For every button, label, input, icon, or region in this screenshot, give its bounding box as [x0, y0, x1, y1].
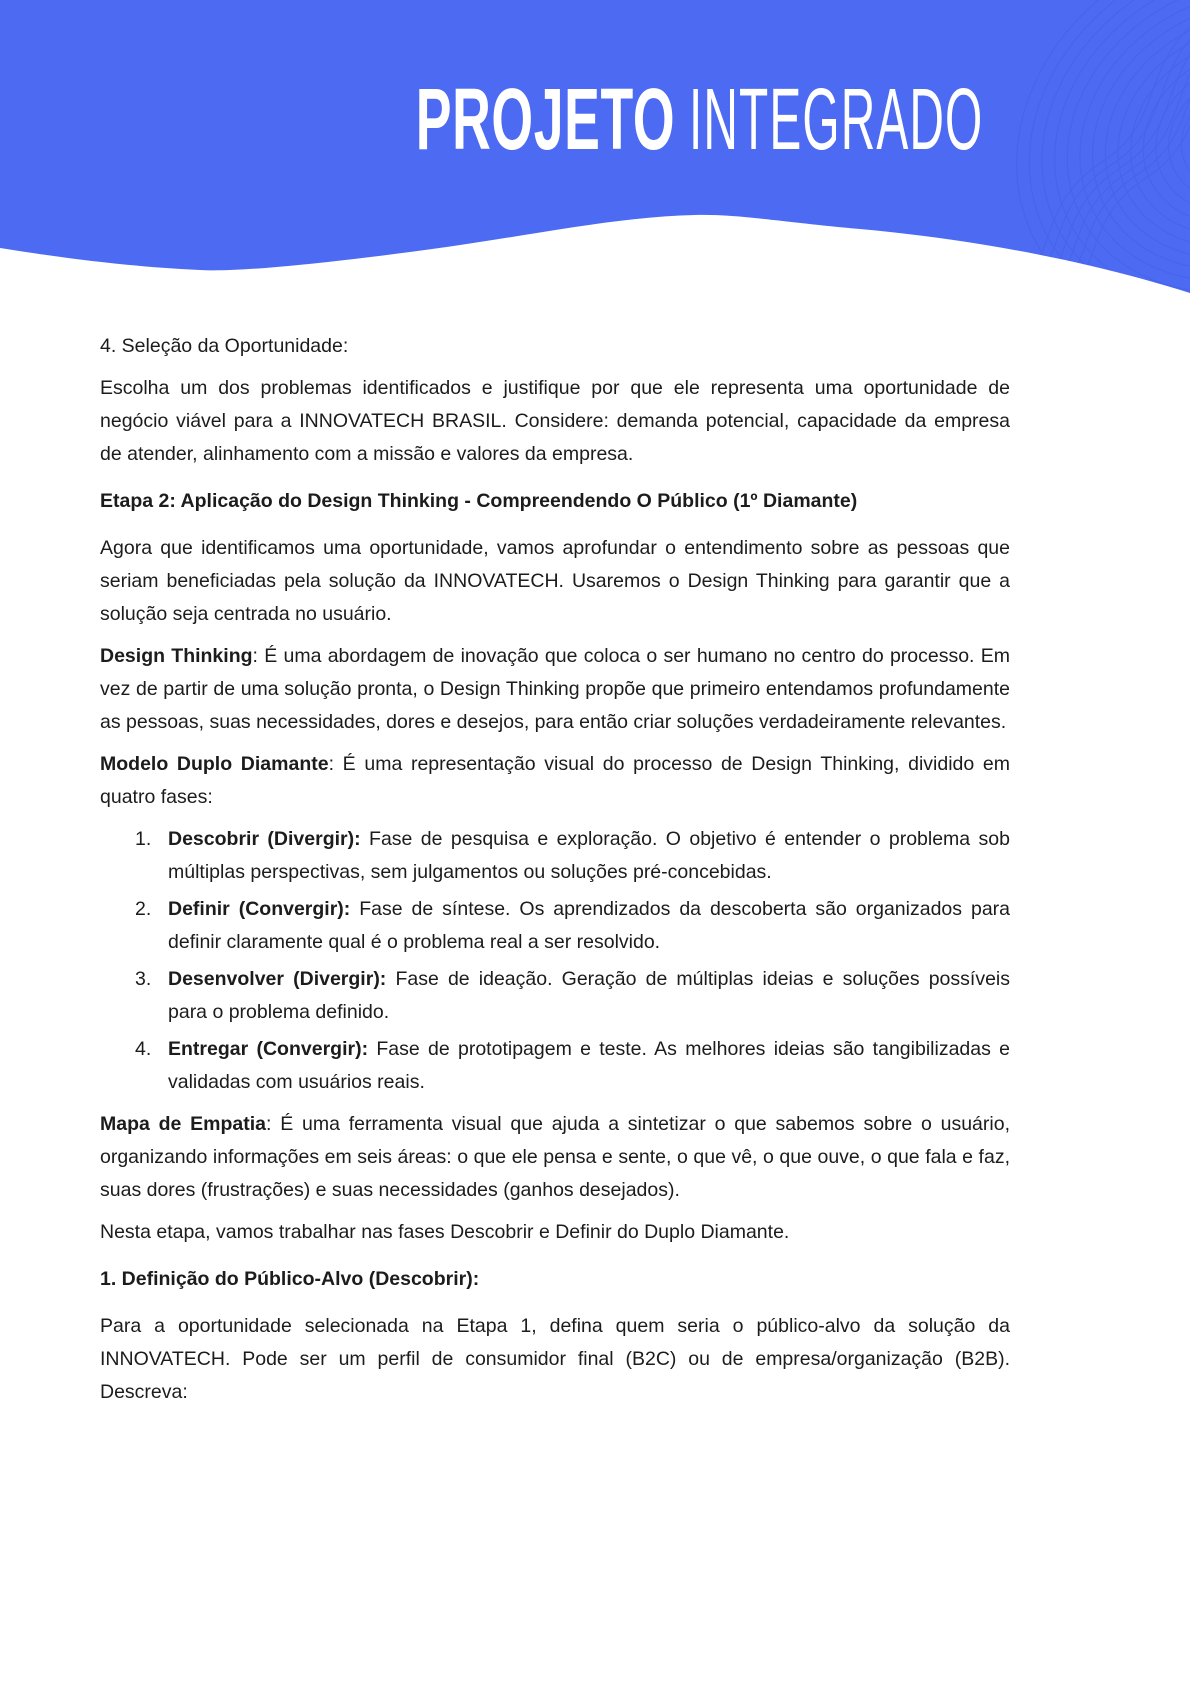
- mapa-empatia-definition: : É uma ferramenta visual que ajuda a sintetizar o que sabemos sobre o usuário, organizando informações em seis áreas: o que ele pensa e sente, o que vê, o que ouve, o que fala e faz, suas dores (frustrações) e suas necessidades (ganhos desejados).: [100, 1113, 1010, 1201]
- paragraph-nesta-etapa: Nesta etapa, vamos trabalhar nas fases Descobrir e Definir do Duplo Diamante.: [100, 1221, 790, 1243]
- list-item-body: [168, 823, 1010, 889]
- phase-text: Fase de ideação. Geração de múltiplas ideias e soluções possíveis para o problema definido.: [168, 968, 1010, 1023]
- paragraph-opportunity: Escolha um dos problemas identificados e justifique por que ele representa uma oportunidade de negócio viável para a INNOVATECH BRASIL. Considere: demanda potencial, capacidade da empresa de atender, alinhamento com a missão e valores da empresa.: [100, 377, 1010, 465]
- design-thinking-definition: : É uma abordagem de inovação que coloca o ser humano no centro do processo. Em vez de partir de uma solução pronta, o Design Thinking propõe que primeiro entendamos profundamente as pessoas, suas necessidades, dores e desejos, para então criar soluções verdadeiramente relevantes.: [100, 645, 1010, 733]
- list-item-body: [168, 1033, 1010, 1099]
- list-item-definir: [100, 893, 1010, 959]
- paragraph-final: Para a oportunidade selecionada na Etapa 1, defina quem seria o público-alvo da solução da INNOVATECH. Pode ser um perfil de consumidor final (B2C) ou de empresa/organização (B2B). Descreva:: [100, 1315, 1010, 1403]
- paragraph-design-thinking: [100, 640, 1010, 739]
- header-banner: [0, 0, 1190, 300]
- phase-text: Fase de prototipagem e teste. As melhores ideias são tangibilizadas e validadas com usuários reais.: [168, 1038, 1010, 1093]
- document-body: [100, 330, 1010, 1418]
- title-word-projeto: PROJETO: [415, 71, 675, 168]
- list-number: 1.: [135, 828, 152, 850]
- list-number: 3.: [135, 968, 152, 990]
- phases-list: [100, 823, 1010, 1099]
- etapa2-heading: Etapa 2: Aplicação do Design Thinking - Compreendendo O Público (1º Diamante): [100, 490, 858, 512]
- duplo-diamante-term: Modelo Duplo Diamante: [100, 753, 329, 775]
- list-item-body: [168, 963, 1010, 1029]
- title-word-integrado: INTEGRADO: [689, 71, 984, 168]
- phase-term: Entregar (Convergir):: [168, 1038, 369, 1060]
- list-item-descobrir: [100, 823, 1010, 889]
- mapa-empatia-term: Mapa de Empatia: [100, 1113, 267, 1135]
- phase-term: Descobrir (Divergir):: [168, 828, 361, 850]
- page-title: [0, 71, 1190, 168]
- phase-term: Desenvolver (Divergir):: [168, 968, 387, 990]
- design-thinking-term: Design Thinking: [100, 645, 253, 667]
- list-item-body: [168, 893, 1010, 959]
- duplo-diamante-definition: : É uma representação visual do processo de Design Thinking, dividido em quatro fases:: [100, 753, 1010, 808]
- list-number: 4.: [135, 1038, 152, 1060]
- definicao-publico-alvo-heading: 1. Definição do Público-Alvo (Descobrir):: [100, 1268, 480, 1290]
- paragraph-mapa-empatia: [100, 1108, 1010, 1207]
- phase-term: Definir (Convergir):: [168, 898, 351, 920]
- paragraph-duplo-diamante: [100, 748, 1010, 814]
- paragraph-agora: Agora que identificamos uma oportunidade, vamos aprofundar o entendimento sobre as pessoas que seriam beneficiadas pela solução da INNOVATECH. Usaremos o Design Thinking para garantir que a solução seja centrada no usuário.: [100, 537, 1010, 625]
- list-item-desenvolver: [100, 963, 1010, 1029]
- list-number: 2.: [135, 898, 152, 920]
- list-item-entregar: [100, 1033, 1010, 1099]
- section-4-title: 4. Seleção da Oportunidade:: [100, 335, 349, 357]
- phase-text: Fase de síntese. Os aprendizados da descoberta são organizados para definir claramente qual é o problema real a ser resolvido.: [168, 898, 1010, 953]
- phase-text: Fase de pesquisa e exploração. O objetivo é entender o problema sob múltiplas perspectivas, sem julgamentos ou soluções pré-concebidas.: [168, 828, 1010, 883]
